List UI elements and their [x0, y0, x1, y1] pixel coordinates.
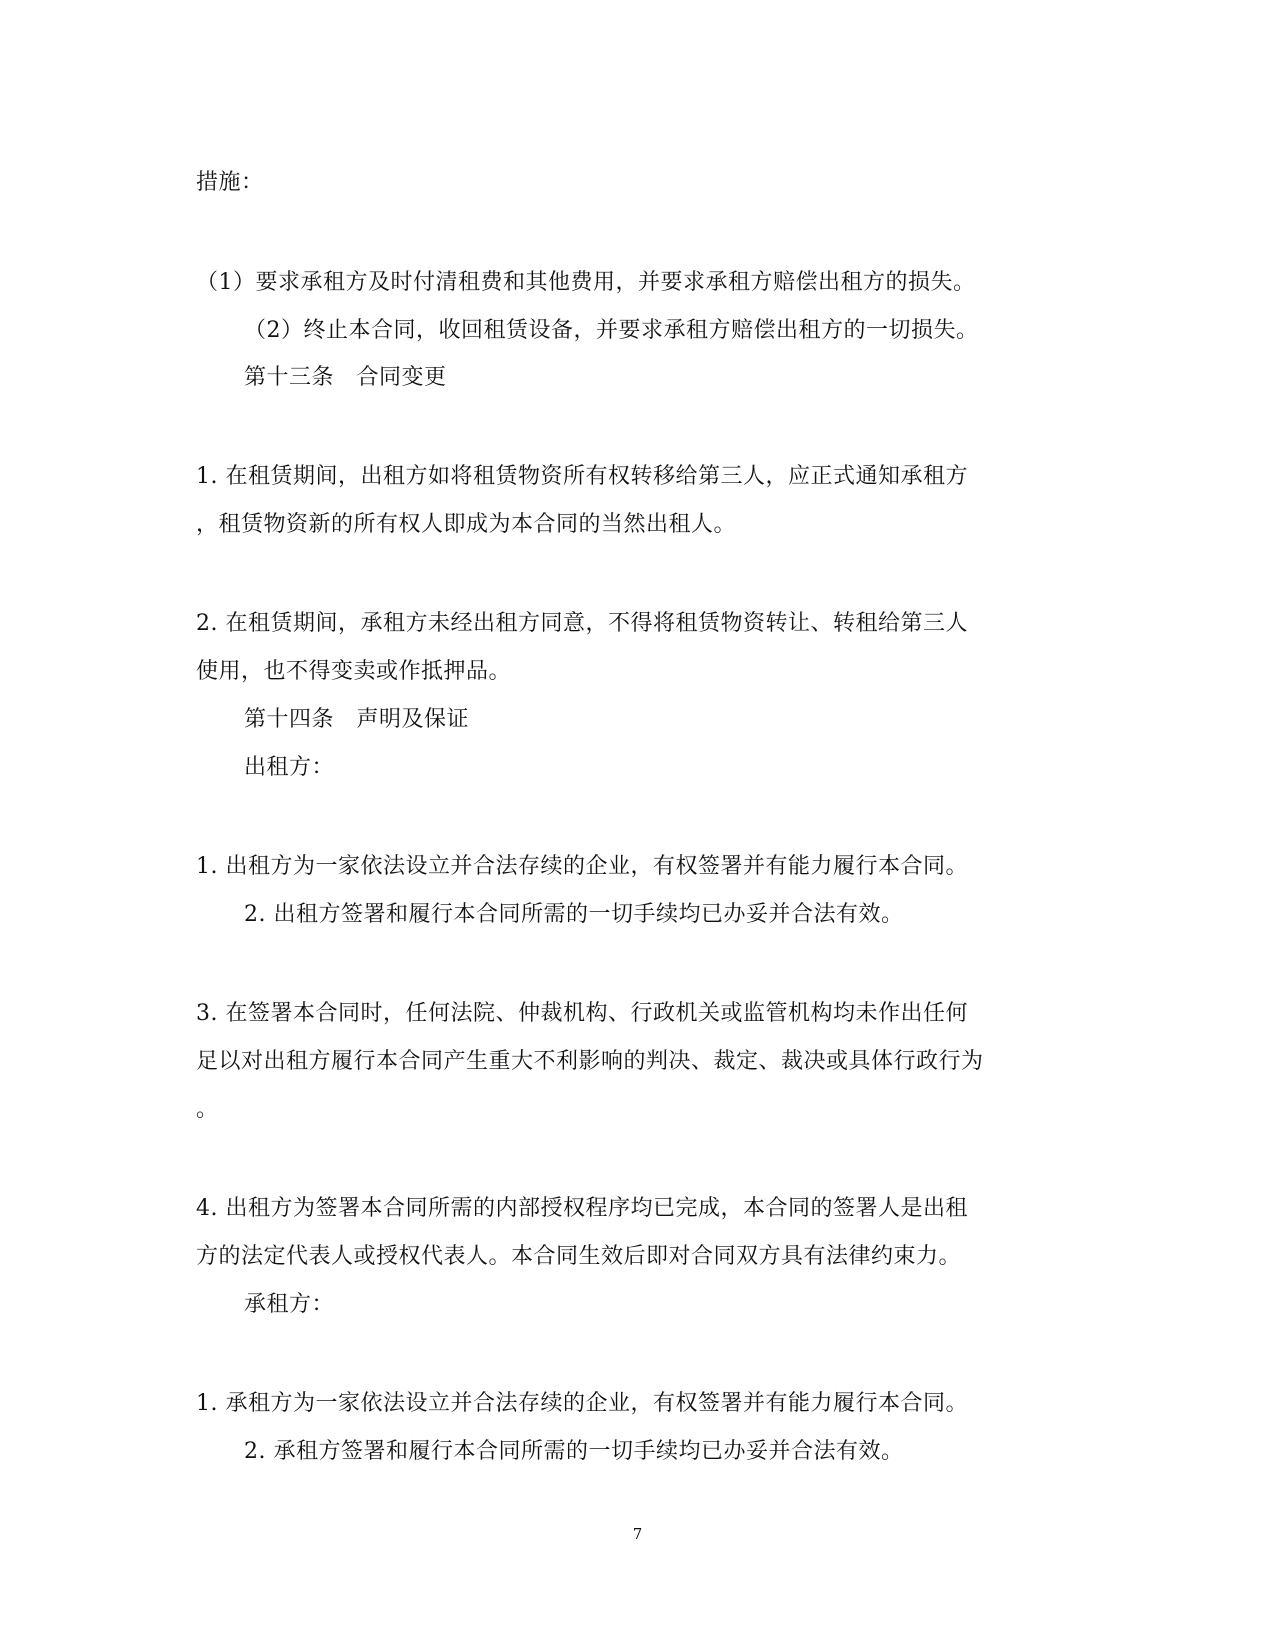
text-line-measures: 措施：: [196, 170, 264, 195]
text-line-lessee-2: 2. 承租方签署和履行本合同所需的一切手续均已办妥并合法有效。: [244, 1439, 904, 1464]
text-line-lessor-1: 1. 出租方为一家依法设立并合法存续的企业，有权签署并有能力履行本合同。: [196, 854, 968, 879]
text-line-lessor-2: 2. 出租方签署和履行本合同所需的一切手续均已办妥并合法有效。: [244, 902, 904, 927]
text-line-measure-1: （1）要求承租方及时付清租费和其他费用，并要求承租方赔偿出租方的损失。: [196, 270, 976, 295]
section-heading-13: 第十三条 合同变更: [244, 365, 447, 390]
text-line-lessee-1: 1. 承租方为一家依法设立并合法存续的企业，有权签署并有能力履行本合同。: [196, 1391, 968, 1416]
text-line-13-1b: ，租赁物资新的所有权人即成为本合同的当然出租人。: [196, 512, 737, 537]
text-line-measure-2: （2）终止本合同，收回租赁设备，并要求承租方赔偿出租方的一切损失。: [244, 318, 979, 343]
section-heading-14: 第十四条 声明及保证: [244, 707, 470, 732]
text-line-13-2a: 2. 在租赁期间，承租方未经出租方同意，不得将租赁物资转让、转租给第三人: [196, 611, 968, 636]
text-line-13-1a: 1. 在租赁期间，出租方如将租赁物资所有权转移给第三人，应正式通知承租方: [196, 464, 968, 489]
text-line-lessor-3b: 足以对出租方履行本合同产生重大不利影响的判决、裁定、裁决或具体行政行为: [196, 1049, 984, 1074]
page-number: 7: [632, 1525, 643, 1543]
text-line-lessor-4a: 4. 出租方为签署本合同所需的内部授权程序均已完成，本合同的签署人是出租: [196, 1196, 968, 1221]
text-line-lessor-3c: 。: [196, 1097, 219, 1122]
text-line-13-2b: 使用，也不得变卖或作抵押品。: [196, 659, 512, 684]
text-line-lessor-3a: 3. 在签署本合同时，任何法院、仲裁机构、行政机关或监管机构均未作出任何: [196, 1001, 968, 1026]
lessor-heading: 出租方：: [244, 755, 335, 780]
text-line-lessor-4b: 方的法定代表人或授权代表人。本合同生效后即对合同双方具有法律约束力。: [196, 1244, 962, 1269]
lessee-heading: 承租方：: [244, 1292, 335, 1317]
